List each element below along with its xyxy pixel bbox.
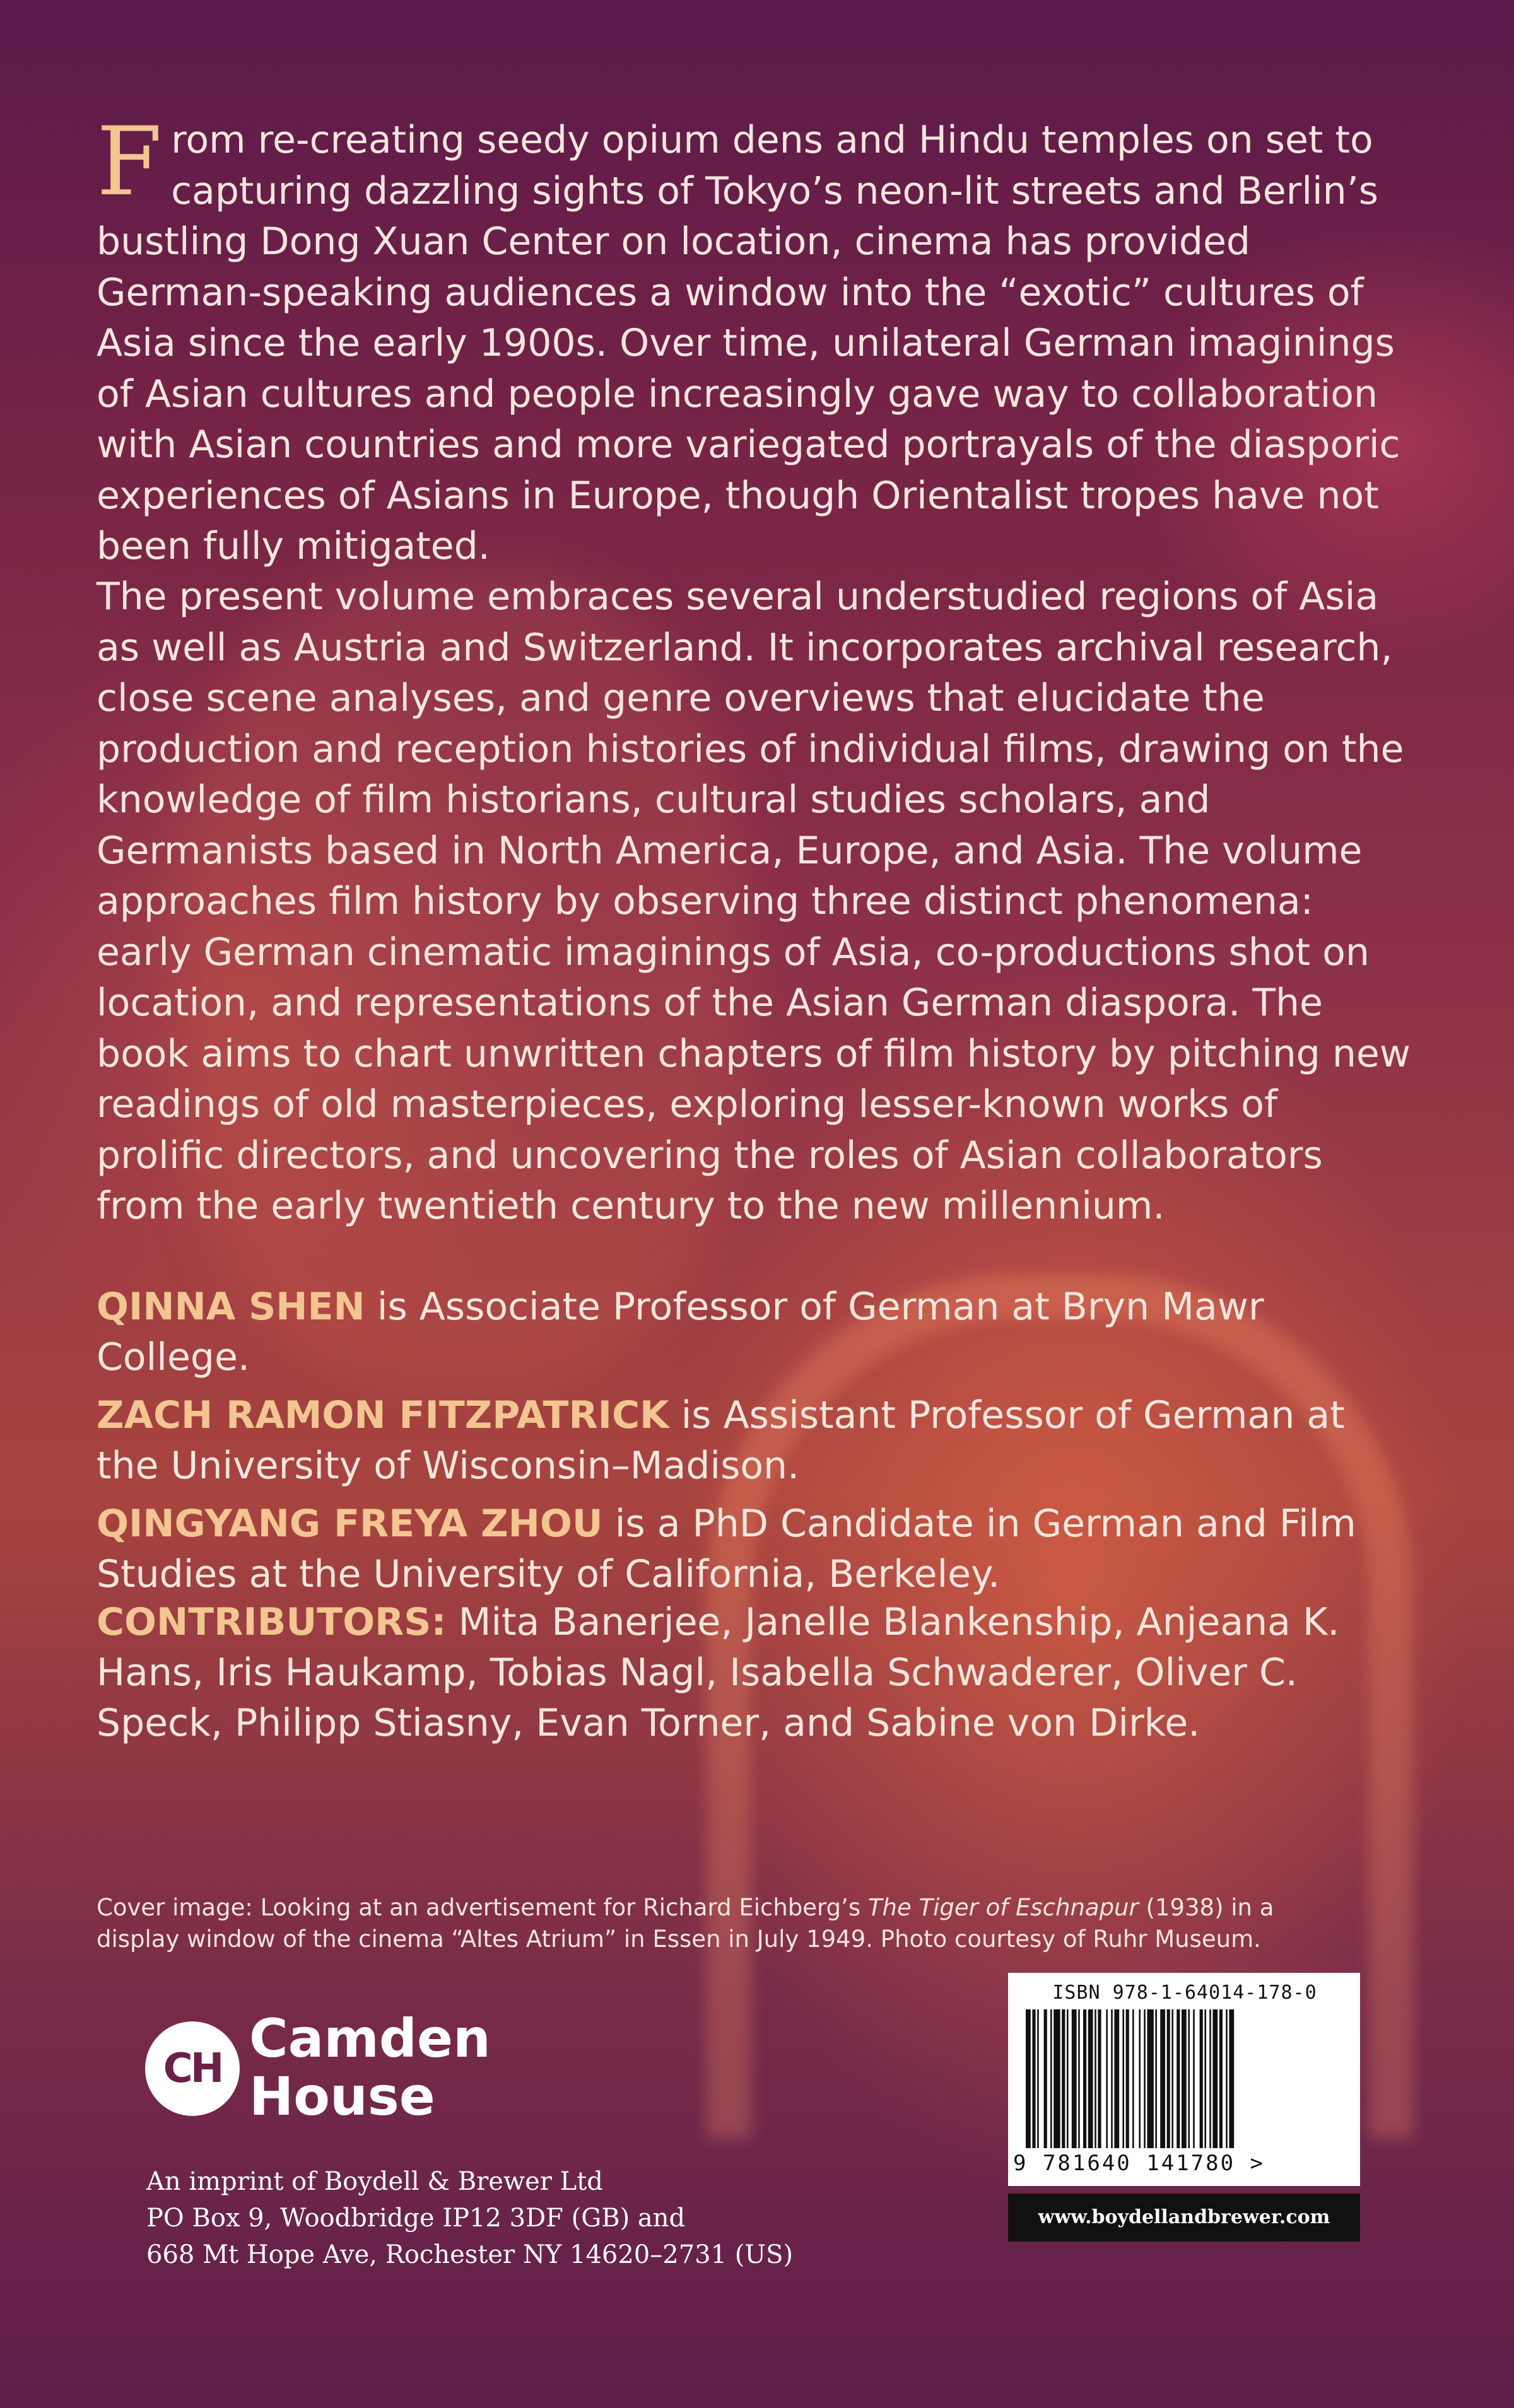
barcode-bar bbox=[1160, 2009, 1165, 2148]
barcode-bar bbox=[1098, 2009, 1101, 2148]
barcode-bar bbox=[1167, 2009, 1170, 2148]
imprint-line: PO Box 9, Woodbridge IP12 3DF (GB) and bbox=[146, 2204, 686, 2233]
ean-digits: 9 781640 141780 > bbox=[1013, 2151, 1265, 2176]
description-paragraph-1 bbox=[97, 107, 1415, 572]
barcode-bar bbox=[1111, 2009, 1113, 2148]
contributors-names: Mita Banerjee, Janelle Blankenship, Anjeana K. Hans, Iris Haukamp, Tobias Nagl, Isabella Schwaderer, Oliver C. Speck, Philipp Stiasny, Evan Torner, and Sabine von Dirke. bbox=[97, 1600, 1340, 1745]
contributors-label: CONTRIBUTORS: bbox=[97, 1600, 447, 1644]
editor-bios bbox=[97, 1282, 1415, 1607]
imprint-line: 668 Mt Hope Ave, Rochester NY 14620–2731 (US) bbox=[146, 2240, 794, 2269]
publisher-url: www.boydellandbrewer.com bbox=[1008, 2194, 1360, 2241]
barcode-bar bbox=[1026, 2009, 1031, 2148]
barcode-bar bbox=[1226, 2009, 1228, 2148]
barcode-bar bbox=[1155, 2009, 1157, 2148]
barcode-bar bbox=[1209, 2009, 1211, 2148]
barcode-bar bbox=[1062, 2009, 1065, 2148]
paragraph-1-text: rom re-creating seedy opium dens and Hindu temples on set to capturing dazzling sights of Tokyo’s neon-lit streets and Berlin’s bustling Dong Xuan Center on location, cinema has provided German-speaking audiences a window into the “exotic” cultures of Asia since the early 1900s. Over time, unilateral German imaginings of Asian cultures and people increasingly gave way to collaboration with Asian countries and more variegated portrayals of the diasporic experiences of Asians in Europe, though Orientalist tropes have not been fully mitigated. bbox=[97, 118, 1400, 568]
caption-prefix: Cover image: Looking at an advertisement for Richard Eichberg’s bbox=[97, 1894, 868, 1921]
editor-bio-text: is Associate Professor of German at Bryn Mawr College. bbox=[97, 1285, 1264, 1379]
barcode-bar bbox=[1106, 2009, 1108, 2148]
editor-bio-text: is Assistant Professor of German at the University of Wisconsin–Madison. bbox=[97, 1393, 1345, 1488]
barcode-bar bbox=[1044, 2009, 1047, 2148]
barcode-bar bbox=[1088, 2009, 1093, 2148]
cover-image-caption bbox=[97, 1892, 1327, 1955]
barcode-bar bbox=[1114, 2009, 1119, 2148]
barcode-bar bbox=[1067, 2009, 1069, 2148]
caption-film-title: The Tiger of Eschnapur bbox=[867, 1894, 1139, 1921]
barcode-bar bbox=[1132, 2009, 1134, 2148]
barcode-bar bbox=[1122, 2009, 1124, 2148]
editor-bio-text: is a PhD Candidate in German and Film Studies at the University of California, Berkeley. bbox=[97, 1502, 1356, 1596]
barcode-bar bbox=[1193, 2009, 1195, 2148]
barcode-bar bbox=[1188, 2009, 1190, 2148]
logo-line-1: Camden bbox=[249, 2008, 491, 2069]
caption-suffix: (1938) in a display window of the cinema “Altes Atrium” in Essen in July 1949. Photo courtesy of Ruhr Museum. bbox=[97, 1894, 1274, 1953]
contributors-text bbox=[97, 1597, 1415, 1748]
imprint-line: An imprint of Boydell & Brewer Ltd bbox=[146, 2167, 603, 2196]
barcode-bar bbox=[1147, 2009, 1153, 2148]
barcode-bar bbox=[1037, 2009, 1039, 2148]
logo-wordmark bbox=[249, 2009, 491, 2125]
barcode-bar bbox=[1229, 2009, 1234, 2148]
barcode-bar bbox=[1083, 2009, 1086, 2148]
barcode-bar bbox=[1072, 2009, 1077, 2148]
isbn-barcode bbox=[1008, 1973, 1360, 2186]
barcode-bar bbox=[1177, 2009, 1180, 2148]
barcode-bar bbox=[1050, 2009, 1052, 2148]
drop-cap: F bbox=[97, 107, 163, 217]
barcode-bar bbox=[1200, 2009, 1203, 2148]
editor-bio bbox=[97, 1282, 1415, 1382]
barcode-bar bbox=[1144, 2009, 1146, 2148]
barcode-bar bbox=[1212, 2009, 1218, 2148]
editor-name: ZACH RAMON FITZPATRICK bbox=[97, 1393, 669, 1437]
barcode-bars-icon bbox=[1026, 2009, 1341, 2148]
editor-bio bbox=[97, 1499, 1415, 1599]
editor-name: QINGYANG FREYA ZHOU bbox=[97, 1502, 603, 1546]
editor-name: QINNA SHEN bbox=[97, 1285, 365, 1329]
publisher-imprint bbox=[146, 2163, 840, 2273]
barcode-bar bbox=[1182, 2009, 1187, 2148]
barcode-bar bbox=[1053, 2009, 1060, 2148]
barcode-bar bbox=[1094, 2009, 1096, 2148]
logo-line-2: House bbox=[249, 2066, 435, 2127]
barcode-bar bbox=[1171, 2009, 1173, 2148]
paragraph-2-text: The present volume embraces several understudied regions of Asia as well as Austria and Switzerland. It incorporates archival research, close scene analyses, and genre overviews that elucidate the production and reception histories of individual films, drawing on the knowledge of film historians, cultural studies scholars, and Germanists based in North America, Europe, and Asia. The volume approaches film history by observing three distinct phenomena: early German cinematic imaginings of Asia, co-productions shot on location, and representations of the Asian German diaspora. The book aims to chart unwritten chapters of film history by pitching new readings of old masterpieces, exploring lesser-known works of prolific directors, and uncovering the roles of Asian collaborators from the early twentieth century to the new millennium. bbox=[97, 575, 1411, 1228]
editor-bio bbox=[97, 1390, 1415, 1491]
contributors-section bbox=[97, 1597, 1415, 1748]
ch-monogram-icon: CH bbox=[145, 2021, 240, 2116]
barcode-bar bbox=[1078, 2009, 1080, 2148]
barcode-bar bbox=[1204, 2009, 1206, 2148]
camden-house-logo bbox=[145, 2008, 549, 2132]
barcode-bar bbox=[1139, 2009, 1141, 2148]
description-paragraph-2 bbox=[97, 571, 1415, 1232]
isbn-label: ISBN 978-1-64014-178-0 bbox=[1052, 1982, 1317, 2004]
barcode-bar bbox=[1126, 2009, 1129, 2148]
barcode-bar bbox=[1219, 2009, 1223, 2148]
barcode-bar bbox=[1032, 2009, 1035, 2148]
